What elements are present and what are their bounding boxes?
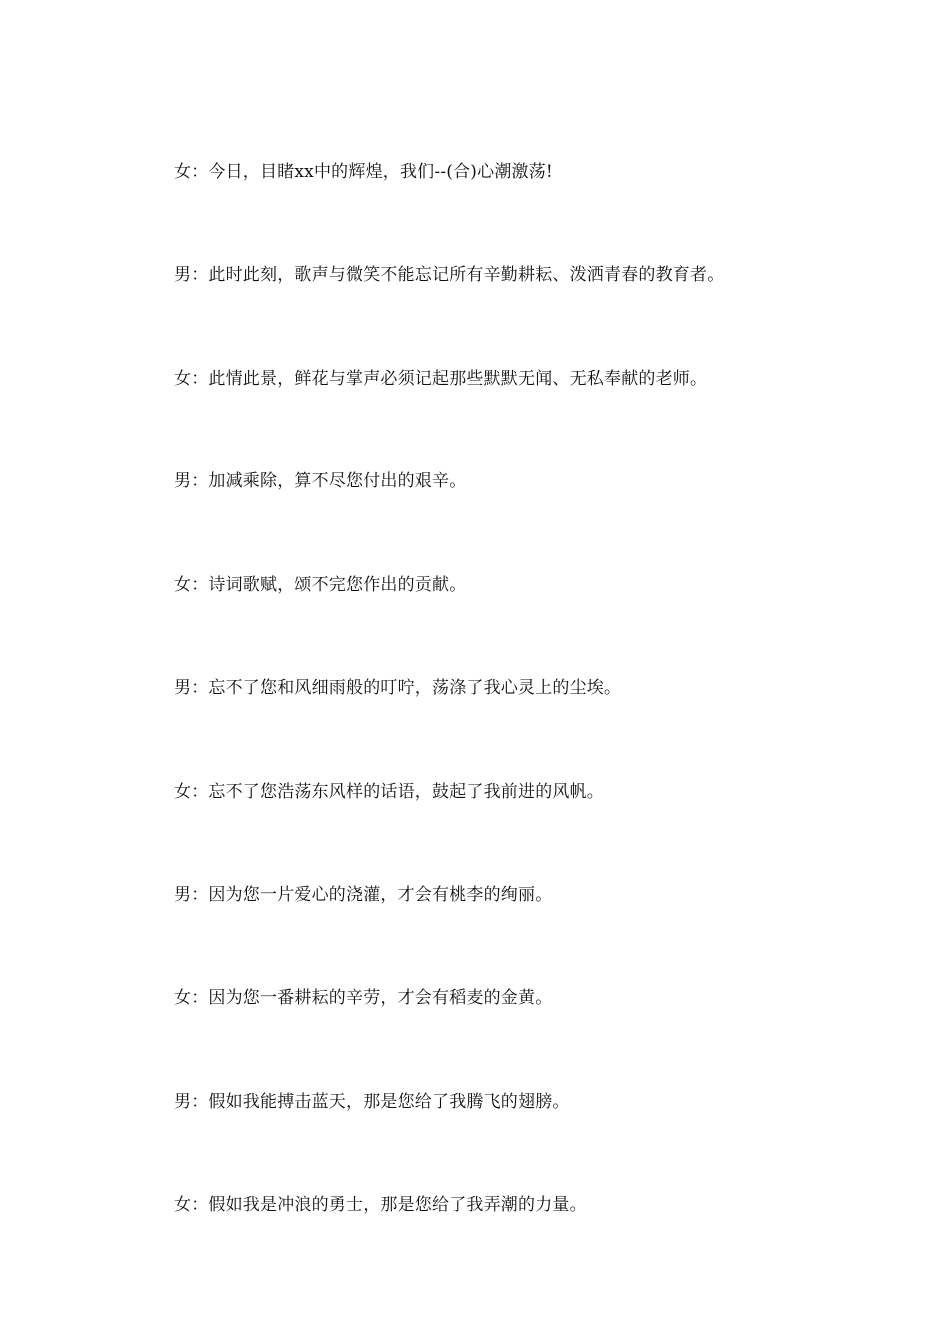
dialogue-line-2: 男：此时此刻，歌声与微笑不能忘记所有辛勤耕耘、泼洒青春的教育者。 bbox=[174, 265, 725, 285]
dialogue-line-8: 男：因为您一片爱心的浇灌，才会有桃李的绚丽。 bbox=[174, 885, 553, 905]
dialogue-line-6: 男：忘不了您和风细雨般的叮咛，荡涤了我心灵上的尘埃。 bbox=[174, 678, 622, 698]
dialogue-line-3: 女：此情此景，鲜花与掌声必须记起那些默默无闻、无私奉献的老师。 bbox=[174, 369, 708, 389]
dialogue-line-7: 女：忘不了您浩荡东风样的话语，鼓起了我前进的风帆。 bbox=[174, 782, 604, 802]
dialogue-line-9: 女：因为您一番耕耘的辛劳，才会有稻麦的金黄。 bbox=[174, 988, 553, 1008]
dialogue-line-4: 男：加减乘除，算不尽您付出的艰辛。 bbox=[174, 471, 467, 491]
dialogue-line-5: 女：诗词歌赋，颂不完您作出的贡献。 bbox=[174, 575, 467, 595]
dialogue-line-10: 男：假如我能搏击蓝天，那是您给了我腾飞的翅膀。 bbox=[174, 1092, 570, 1112]
dialogue-line-1: 女：今日，目睹xx中的辉煌，我们--(合)心潮激荡! bbox=[174, 162, 553, 182]
dialogue-line-11: 女：假如我是冲浪的勇士，那是您给了我弄潮的力量。 bbox=[174, 1195, 587, 1215]
